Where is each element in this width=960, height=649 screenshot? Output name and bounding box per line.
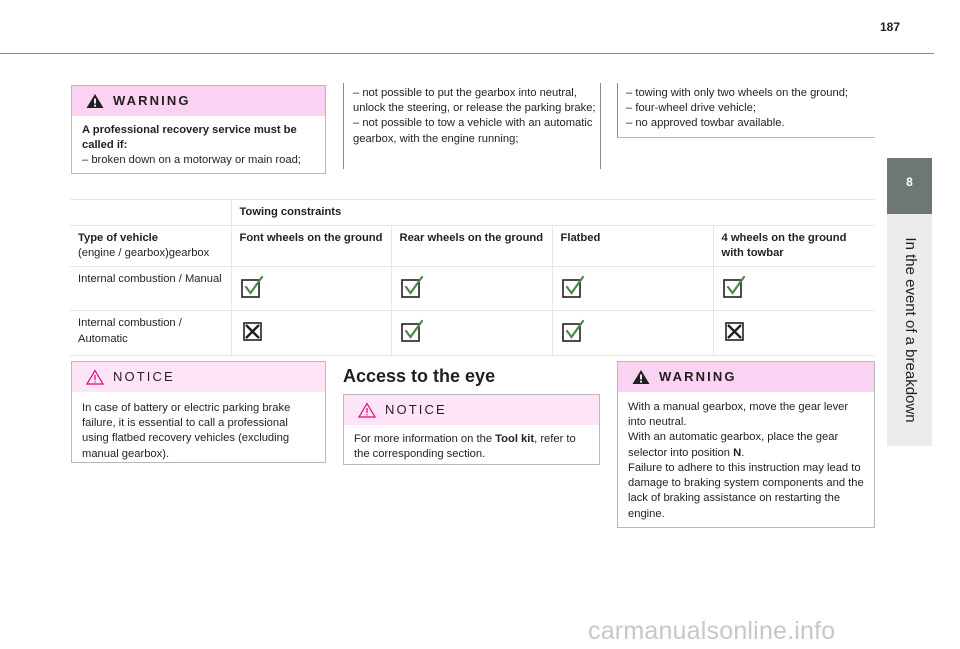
notice-icon	[358, 402, 376, 418]
constraint-cell	[713, 267, 875, 311]
towing-constraints-table	[70, 199, 875, 356]
check-icon	[240, 274, 266, 300]
list-item: – not possible to put the gearbox into neutral, unlock the steering, or release the parking brake;	[353, 87, 596, 115]
watermark: carmanualsonline.info	[588, 617, 836, 645]
warning-label: WARNING	[659, 369, 737, 385]
towing-constraints-header: Towing constraints	[231, 200, 875, 226]
vehicle-type-cell: Internal combustion / Manual	[70, 267, 231, 311]
warning-item: – broken down on a motorway or main road;	[82, 154, 301, 167]
table-row	[70, 311, 875, 355]
header-rule	[0, 53, 934, 54]
warning-body	[72, 116, 325, 177]
notice-body	[72, 392, 325, 470]
column-header: Flatbed	[552, 226, 713, 267]
chapter-tab[interactable]	[887, 158, 932, 214]
column-divider	[343, 83, 344, 169]
constraint-cell	[713, 311, 875, 355]
section-title: Access to the eye	[343, 366, 496, 386]
constraint-cell	[552, 267, 713, 311]
check-icon	[561, 274, 587, 300]
column-2-text	[353, 86, 598, 147]
notice-text: For more information on the Tool kit, refer to the corresponding section.	[354, 433, 576, 461]
warning-header	[72, 86, 325, 116]
table-row	[70, 267, 875, 311]
table-header-row	[70, 226, 875, 267]
table-group-header-row	[70, 200, 875, 226]
constraint-cell	[391, 267, 552, 311]
warning-label: WARNING	[113, 93, 191, 109]
notice-box	[71, 361, 326, 463]
warning-text: Failure to adhere to this instruction may lead to damage to braking system components and the lack of braking assistance on restarting the engine.	[628, 461, 864, 520]
warning-icon	[632, 369, 650, 385]
page-number: 187	[880, 20, 901, 34]
column-header: 4 wheels on the ground with towbar	[713, 226, 875, 267]
type-header-cell	[70, 226, 231, 267]
warning-box	[617, 361, 875, 528]
notice-icon	[86, 369, 104, 385]
column-divider	[600, 83, 601, 169]
constraint-cell	[231, 311, 391, 355]
column-3-text	[626, 86, 876, 132]
warning-box	[71, 85, 326, 174]
constraint-cell	[391, 311, 552, 355]
warning-text: With an automatic gearbox, place the gear selector into position N.	[628, 431, 839, 459]
check-icon	[400, 274, 426, 300]
notice-text: In case of battery or electric parking brake failure, it is essential to call a professional using flatbed recovery vehicles (excluding manual gearbox).	[82, 402, 291, 460]
chapter-title-container	[888, 214, 932, 446]
notice-label: NOTICE	[113, 369, 175, 385]
chapter-title: In the event of a breakdown	[902, 237, 920, 423]
notice-box	[343, 394, 600, 465]
notice-header	[72, 362, 325, 392]
column-divider	[617, 83, 618, 137]
column-rule	[617, 137, 875, 138]
type-header: Type of vehicle	[78, 232, 158, 245]
notice-label: NOTICE	[385, 402, 447, 418]
tool-kit-link: Tool kit	[495, 433, 535, 445]
warning-header	[618, 362, 874, 392]
warning-icon	[86, 93, 104, 109]
constraint-cell	[552, 311, 713, 355]
type-subheader: (engine / gearbox)gearbox	[78, 247, 210, 260]
notice-body	[344, 425, 599, 470]
list-item: – no approved towbar available.	[626, 117, 785, 130]
notice-header	[344, 395, 599, 425]
check-icon	[561, 318, 587, 344]
check-icon	[400, 318, 426, 344]
warning-bold-text: A professional recovery service must be called if:	[82, 124, 297, 152]
list-item: – towing with only two wheels on the ground;	[626, 87, 849, 99]
cross-icon	[722, 318, 748, 344]
check-icon	[722, 274, 748, 300]
list-item: – four-wheel drive vehicle;	[626, 102, 756, 115]
vehicle-type-cell: Internal combustion / Automatic	[70, 311, 231, 355]
cross-icon	[240, 318, 266, 344]
chapter-number: 8	[906, 175, 913, 189]
warning-body	[618, 392, 874, 530]
constraint-cell	[231, 267, 391, 311]
list-item: – not possible to tow a vehicle with an automatic gearbox, with the engine running;	[353, 117, 593, 145]
warning-text: With a manual gearbox, move the gear lever into neutral.	[628, 401, 849, 429]
column-header: Rear wheels on the ground	[391, 226, 552, 267]
column-header: Font wheels on the ground	[231, 226, 391, 267]
